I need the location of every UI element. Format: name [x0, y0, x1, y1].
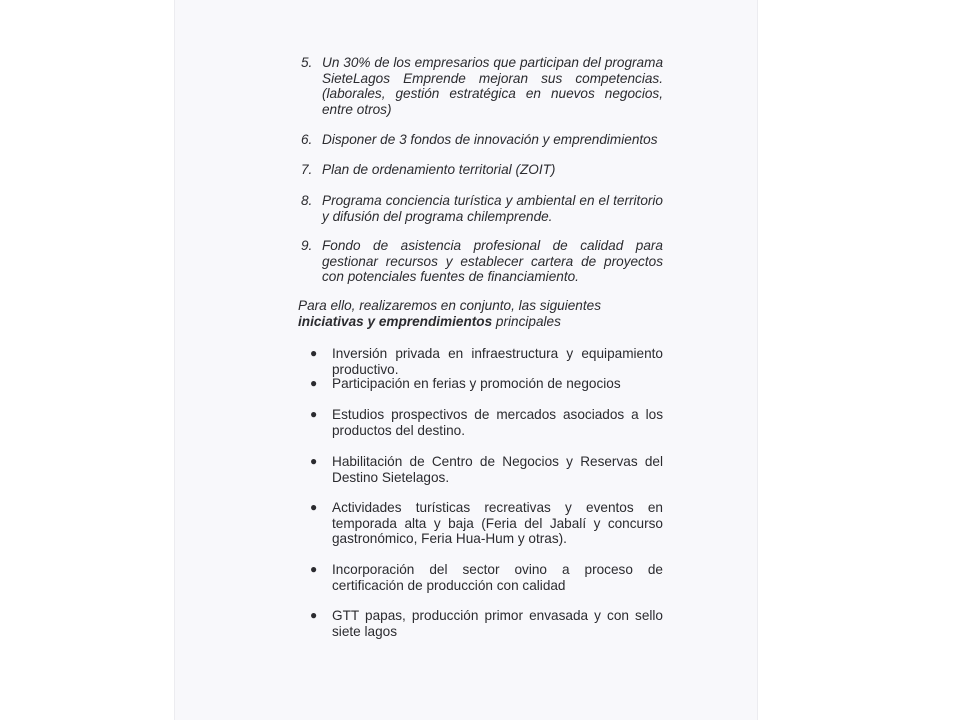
item-text: Disponer de 3 fondos de innovación y emprendimientos — [322, 132, 658, 147]
bullet-text: Inversión privada en infraestructura y equipamiento productivo. — [332, 346, 663, 377]
bullet-dot: ● — [310, 346, 318, 360]
numbered-item-9 — [301, 238, 663, 285]
intro-paragraph — [298, 298, 663, 329]
item-text: Un 30% de los empresarios que participan del programa SieteLagos Emprende mejoran sus competencias. (laborales, gestión estratégica en nuevos negocios, entre otros) — [322, 55, 663, 117]
intro-emphasis: iniciativas y emprendimientos — [298, 313, 493, 329]
bullet-text: Participación en ferias y promoción de negocios — [332, 376, 621, 391]
bullet-item — [310, 454, 663, 485]
bullet-dot: ● — [310, 454, 318, 468]
numbered-item-5 — [301, 55, 663, 117]
bullet-item — [310, 562, 663, 593]
numbered-item-8 — [301, 193, 663, 224]
bullet-dot: ● — [310, 562, 318, 576]
item-number: 8. — [301, 193, 313, 208]
numbered-item-7 — [301, 162, 663, 178]
bullet-dot: ● — [310, 407, 318, 421]
bullet-item — [310, 500, 663, 547]
bullet-text: Actividades turísticas recreativas y eventos en temporada alta y baja (Feria del Jabalí y concurso gastronómico, Feria Hua-Hum y otras). — [332, 500, 663, 547]
item-text: Fondo de asistencia profesional de calidad para gestionar recursos y establecer cartera de proyectos con potenciales fuentes de financiamiento. — [322, 238, 663, 285]
bullet-dot: ● — [310, 376, 318, 390]
bullet-dot: ● — [310, 608, 318, 622]
bullet-text: Habilitación de Centro de Negocios y Reservas del Destino Sietelagos. — [332, 454, 663, 485]
item-number: 9. — [301, 238, 313, 253]
item-text: Programa conciencia turística y ambiental en el territorio y difusión del programa chilemprende. — [322, 193, 663, 224]
item-number: 7. — [301, 162, 313, 177]
numbered-item-6 — [301, 132, 663, 148]
bullet-text: Incorporación del sector ovino a proceso de certificación de producción con calidad — [332, 562, 663, 593]
bullet-dot: ● — [310, 500, 318, 514]
intro-text-end: principales — [492, 313, 561, 329]
item-number: 5. — [301, 55, 313, 70]
item-text: Plan de ordenamiento territorial (ZOIT) — [322, 162, 556, 177]
bullet-item — [310, 608, 663, 639]
bullet-item — [310, 376, 663, 392]
bullet-item — [310, 407, 663, 438]
bullet-item — [310, 346, 663, 377]
bullet-text: Estudios prospectivos de mercados asociados a los productos del destino. — [332, 407, 663, 438]
bullet-text: GTT papas, producción primor envasada y con sello siete lagos — [332, 608, 663, 639]
item-number: 6. — [301, 132, 313, 147]
intro-text: Para ello, realizaremos en conjunto, las siguientes — [298, 298, 602, 313]
